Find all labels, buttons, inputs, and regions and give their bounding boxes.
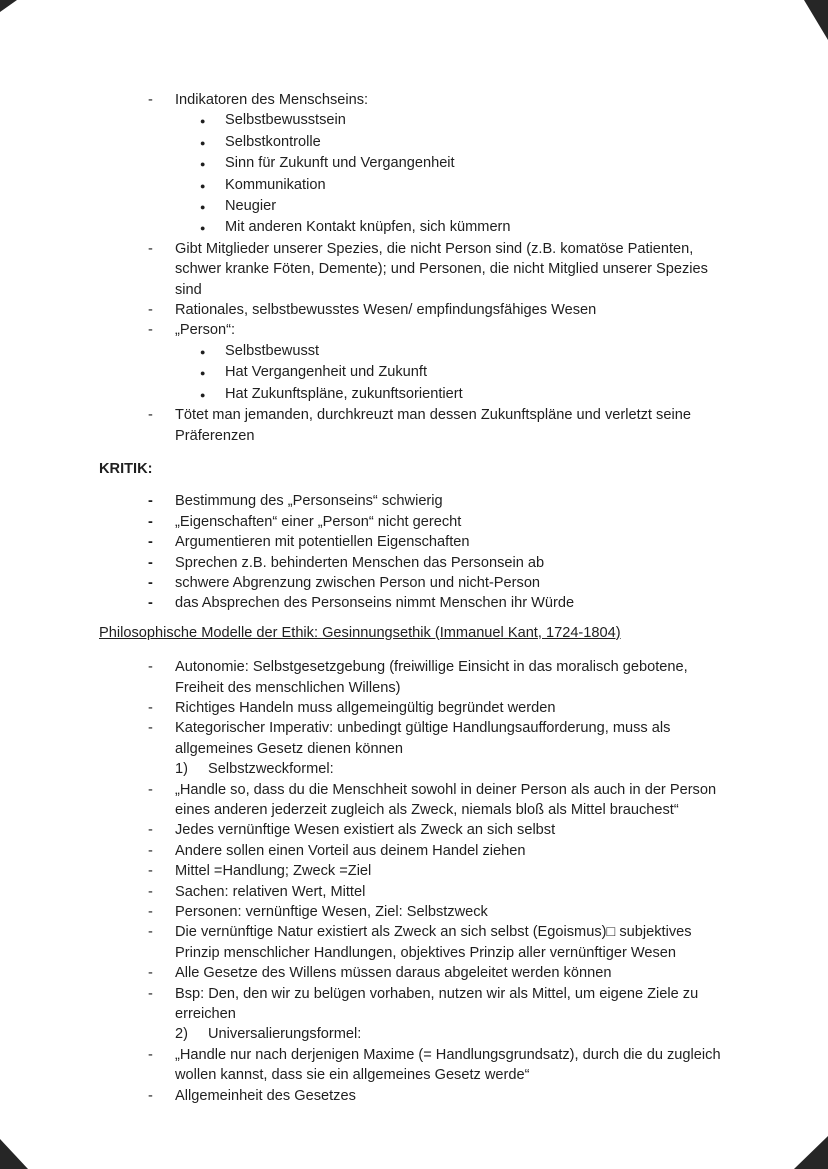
dash-marker: - bbox=[148, 1046, 153, 1063]
dash-marker: - bbox=[148, 554, 153, 571]
list-item bbox=[99, 532, 733, 552]
list-item-text: Bestimmung des „Personseins“ schwierig bbox=[175, 493, 443, 510]
list-item-text: „Person“: bbox=[175, 322, 236, 339]
list-item bbox=[99, 217, 733, 238]
list-item bbox=[99, 759, 733, 779]
dash-marker: - bbox=[148, 574, 153, 591]
list-item-text: schwere Abgrenzung zwischen Person und nicht-Person bbox=[175, 574, 541, 591]
list-item bbox=[99, 861, 733, 881]
bullet-list bbox=[99, 90, 733, 446]
list-item bbox=[99, 698, 733, 718]
list-item bbox=[99, 320, 733, 340]
number-marker: 1) bbox=[175, 761, 188, 778]
list-item bbox=[99, 1024, 733, 1044]
list-item-text: Die vernünftige Natur existiert als Zweck an sich selbst (Egoismus)□ subjektives Prinzip menschlicher Handlungen, objektives Prinzip aller vernünftiger Wesen bbox=[175, 924, 692, 961]
list-item bbox=[99, 553, 733, 573]
list-item bbox=[99, 153, 733, 174]
page-corner-top-left bbox=[0, 0, 17, 12]
list-item-text: „Handle nur nach derjenigen Maxime (= Handlungsgrundsatz), durch die du zugleich wollen kannst, dass sie ein allgemeines Gesetz werde“ bbox=[175, 1046, 721, 1084]
list-item bbox=[99, 882, 733, 902]
list-item bbox=[99, 820, 733, 840]
dash-marker: - bbox=[148, 322, 153, 339]
list-item bbox=[99, 657, 733, 698]
dash-marker: - bbox=[148, 863, 153, 880]
list-item-text: Argumentieren mit potentiellen Eigenschaften bbox=[175, 534, 470, 551]
list-item bbox=[99, 984, 733, 1025]
list-item-text: Bsp: Den, den wir zu belügen vorhaben, nutzen wir als Mittel, um eigene Ziele zu erreichen bbox=[175, 985, 699, 1023]
list-item bbox=[99, 362, 733, 383]
list-item bbox=[99, 196, 733, 217]
bullet-marker: ● bbox=[200, 202, 206, 213]
list-item-text: Kommunikation bbox=[225, 176, 326, 193]
list-item bbox=[99, 780, 733, 821]
list-item-text: Tötet man jemanden, durchkreuzt man dessen Zukunftspläne und verletzt seine Präferenzen bbox=[175, 407, 691, 444]
bullet-marker: ● bbox=[200, 116, 206, 127]
bullet-marker: ● bbox=[200, 389, 206, 400]
underlined-section-heading: Philosophische Modelle der Ethik: Gesinnungsethik (Immanuel Kant, 1724-1804) bbox=[99, 624, 621, 641]
dash-marker: - bbox=[148, 407, 153, 424]
page-corner-bottom-right bbox=[794, 1136, 828, 1169]
list-item bbox=[99, 300, 733, 320]
list-item bbox=[99, 1045, 733, 1086]
list-item-text: Mit anderen Kontakt knüpfen, sich kümmern bbox=[225, 219, 511, 236]
list-item-text: Hat Zukunftspläne, zukunftsorientiert bbox=[225, 385, 463, 402]
list-item-text: Hat Vergangenheit und Zukunft bbox=[225, 364, 428, 381]
page-corner-bottom-left bbox=[0, 1139, 28, 1169]
dash-marker: - bbox=[148, 699, 153, 716]
dash-marker: - bbox=[148, 659, 153, 676]
list-item bbox=[99, 718, 733, 759]
list-item-text: Sinn für Zukunft und Vergangenheit bbox=[225, 155, 455, 172]
list-item-text: Selbstbewusstsein bbox=[225, 112, 346, 129]
list-item-text: Jedes vernünftige Wesen existiert als Zweck an sich selbst bbox=[175, 822, 556, 839]
list-item bbox=[99, 175, 733, 196]
dash-marker: - bbox=[148, 595, 153, 612]
list-item-text: Sachen: relativen Wert, Mittel bbox=[175, 883, 366, 900]
document-content bbox=[99, 90, 733, 1106]
list-item bbox=[99, 341, 733, 362]
list-item bbox=[99, 491, 733, 511]
list-item-text: Alle Gesetze des Willens müssen daraus abgeleitet werden können bbox=[175, 965, 612, 982]
list-item-text: Neugier bbox=[225, 198, 277, 215]
list-item bbox=[99, 593, 733, 613]
list-item-text: Sprechen z.B. behinderten Menschen das Personsein ab bbox=[175, 554, 545, 571]
list-item-text: Kategorischer Imperativ: unbedingt gültige Handlungsaufforderung, muss als allgemeines Gesetz dienen können bbox=[175, 720, 671, 757]
list-item-text: Personen: vernünftige Wesen, Ziel: Selbstzweck bbox=[175, 904, 488, 921]
list-item-text: Selbstkontrolle bbox=[225, 133, 321, 150]
list-item-text: Autonomie: Selbstgesetzgebung (freiwillige Einsicht in das moralisch gebotene, Freiheit des menschlichen Willens) bbox=[175, 659, 688, 696]
bullet-marker: ● bbox=[200, 223, 206, 234]
dash-marker: - bbox=[148, 534, 153, 551]
list-item-text: Selbstzweckformel: bbox=[208, 761, 334, 778]
list-item bbox=[99, 922, 733, 963]
bullet-marker: ● bbox=[200, 137, 206, 148]
dash-marker: - bbox=[148, 720, 153, 737]
list-item bbox=[99, 110, 733, 131]
list-item bbox=[99, 405, 733, 446]
dash-marker: - bbox=[148, 493, 153, 510]
dash-marker: - bbox=[148, 240, 153, 257]
dash-marker: - bbox=[148, 924, 153, 941]
dash-marker: - bbox=[148, 302, 153, 319]
list-item-text: Universalierungsformel: bbox=[208, 1026, 362, 1043]
bullet-marker: ● bbox=[200, 180, 206, 191]
dash-marker: - bbox=[148, 92, 153, 108]
list-item bbox=[99, 239, 733, 300]
bullet-list bbox=[99, 491, 733, 613]
bullet-list bbox=[99, 657, 733, 1106]
dash-marker: - bbox=[148, 513, 153, 530]
dash-marker: - bbox=[148, 904, 153, 921]
bullet-marker: ● bbox=[200, 159, 206, 170]
list-item bbox=[99, 573, 733, 593]
dash-marker: - bbox=[148, 1087, 153, 1104]
bullet-marker: ● bbox=[200, 346, 206, 357]
dash-marker: - bbox=[148, 822, 153, 839]
dash-marker: - bbox=[148, 781, 153, 798]
list-item bbox=[99, 90, 733, 110]
dash-marker: - bbox=[148, 965, 153, 982]
list-item-text: Rationales, selbstbewusstes Wesen/ empfindungsfähiges Wesen bbox=[175, 302, 597, 319]
list-item bbox=[99, 902, 733, 922]
list-item-text: Allgemeinheit des Gesetzes bbox=[175, 1087, 356, 1104]
page-corner-top-right bbox=[804, 0, 828, 40]
list-item-text: Indikatoren des Menschseins: bbox=[175, 92, 369, 108]
list-item-text: Richtiges Handeln muss allgemeingültig begründet werden bbox=[175, 699, 556, 716]
list-item-text: „Handle so, dass du die Menschheit sowohl in deiner Person als auch in der Person eines anderen jederzeit zugleich als Zweck, niemals bloß als Mittel brauchest“ bbox=[175, 781, 717, 818]
list-item-text: das Absprechen des Personseins nimmt Menschen ihr Würde bbox=[175, 595, 575, 612]
dash-marker: - bbox=[148, 883, 153, 900]
section-heading: KRITIK: bbox=[99, 460, 153, 477]
dash-marker: - bbox=[148, 985, 153, 1002]
list-item-text: „Eigenschaften“ einer „Person“ nicht gerecht bbox=[175, 513, 462, 530]
list-item bbox=[99, 963, 733, 983]
list-item bbox=[99, 132, 733, 153]
list-item bbox=[99, 512, 733, 532]
list-item bbox=[99, 841, 733, 861]
list-item bbox=[99, 384, 733, 405]
list-item-text: Andere sollen einen Vorteil aus deinem Handel ziehen bbox=[175, 842, 526, 859]
number-marker: 2) bbox=[175, 1026, 188, 1043]
list-item bbox=[99, 1086, 733, 1106]
dash-marker: - bbox=[148, 842, 153, 859]
list-item-text: Gibt Mitglieder unserer Spezies, die nicht Person sind (z.B. komatöse Patienten, schwer kranke Föten, Demente); und Personen, die nicht Mitglied unserer Spezies sind bbox=[175, 240, 708, 298]
list-item-text: Selbstbewusst bbox=[225, 342, 320, 359]
list-item-text: Mittel =Handlung; Zweck =Ziel bbox=[175, 863, 372, 880]
bullet-marker: ● bbox=[200, 368, 206, 379]
